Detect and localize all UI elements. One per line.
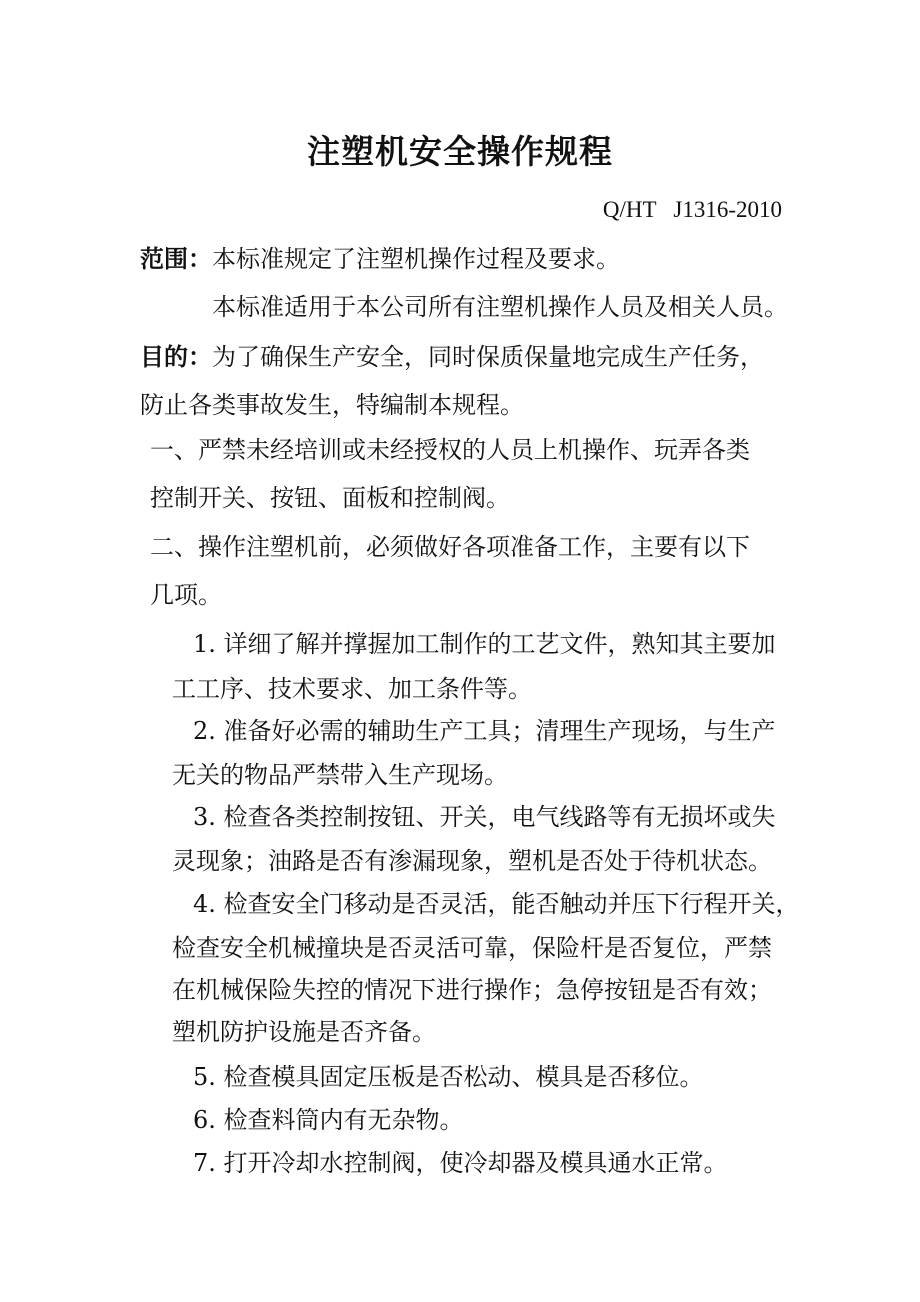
scope-line-2: 本标准适用于本公司所有注塑机操作人员及相关人员。 (212, 293, 788, 321)
item-3-line-2: 灵现象；油路是否有渗漏现象，塑机是否处于待机状态。 (172, 847, 772, 875)
purpose-label: 目的： (140, 343, 212, 371)
item-4-line-1: 4. 检查安全门移动是否灵活，能否触动并压下行程开关， (193, 890, 800, 918)
item-2-line-2: 无关的物品严禁带入生产现场。 (172, 761, 508, 789)
item-1-line-2: 工工序、技术要求、加工条件等。 (172, 675, 532, 703)
document-title: 注塑机安全操作规程 (307, 132, 613, 171)
item-3-line-1: 3. 检查各类控制按钮、开关，电气线路等有无损坏或失 (193, 803, 776, 831)
item-1-line-1: 1. 详细了解并撑握加工制作的工艺文件，熟知其主要加 (193, 630, 776, 658)
section2-line-1: 二、操作注塑机前，必须做好各项准备工作，主要有以下 (150, 533, 750, 561)
item-7-line-1: 7. 打开冷却水控制阀，使冷却器及模具通水正常。 (193, 1149, 728, 1177)
scope-label: 范围： (140, 245, 212, 273)
section1-line-2: 控制开关、按钮、面板和控制阀。 (150, 484, 510, 512)
section2-line-2: 几项。 (150, 581, 222, 609)
item-5-line-1: 5. 检查模具固定压板是否松动、模具是否移位。 (193, 1063, 704, 1091)
purpose-line-2: 防止各类事故发生，特编制本规程。 (140, 391, 524, 419)
purpose-text-1: 为了确保生产安全，同时保质保量地完成生产任务， (212, 343, 764, 371)
section1-line-1: 一、严禁未经培训或未经授权的人员上机操作、玩弄各类 (150, 436, 750, 464)
scope-text-1: 本标准规定了注塑机操作过程及要求。 (212, 245, 620, 273)
item-4-line-3: 在机械保险失控的情况下进行操作；急停按钮是否有效； (172, 976, 772, 1004)
scope-line-1 (140, 242, 620, 276)
purpose-line-1 (140, 340, 764, 374)
item-4-line-2: 检查安全机械撞块是否灵活可靠，保险杆是否复位，严禁 (172, 934, 772, 962)
item-2-line-1: 2. 准备好必需的辅助生产工具；清理生产现场，与生产 (193, 717, 776, 745)
item-6-line-1: 6. 检查料筒内有无杂物。 (193, 1106, 464, 1134)
document-number: Q/HT J1316-2010 (602, 197, 782, 222)
item-4-line-4: 塑机防护设施是否齐备。 (172, 1018, 436, 1046)
